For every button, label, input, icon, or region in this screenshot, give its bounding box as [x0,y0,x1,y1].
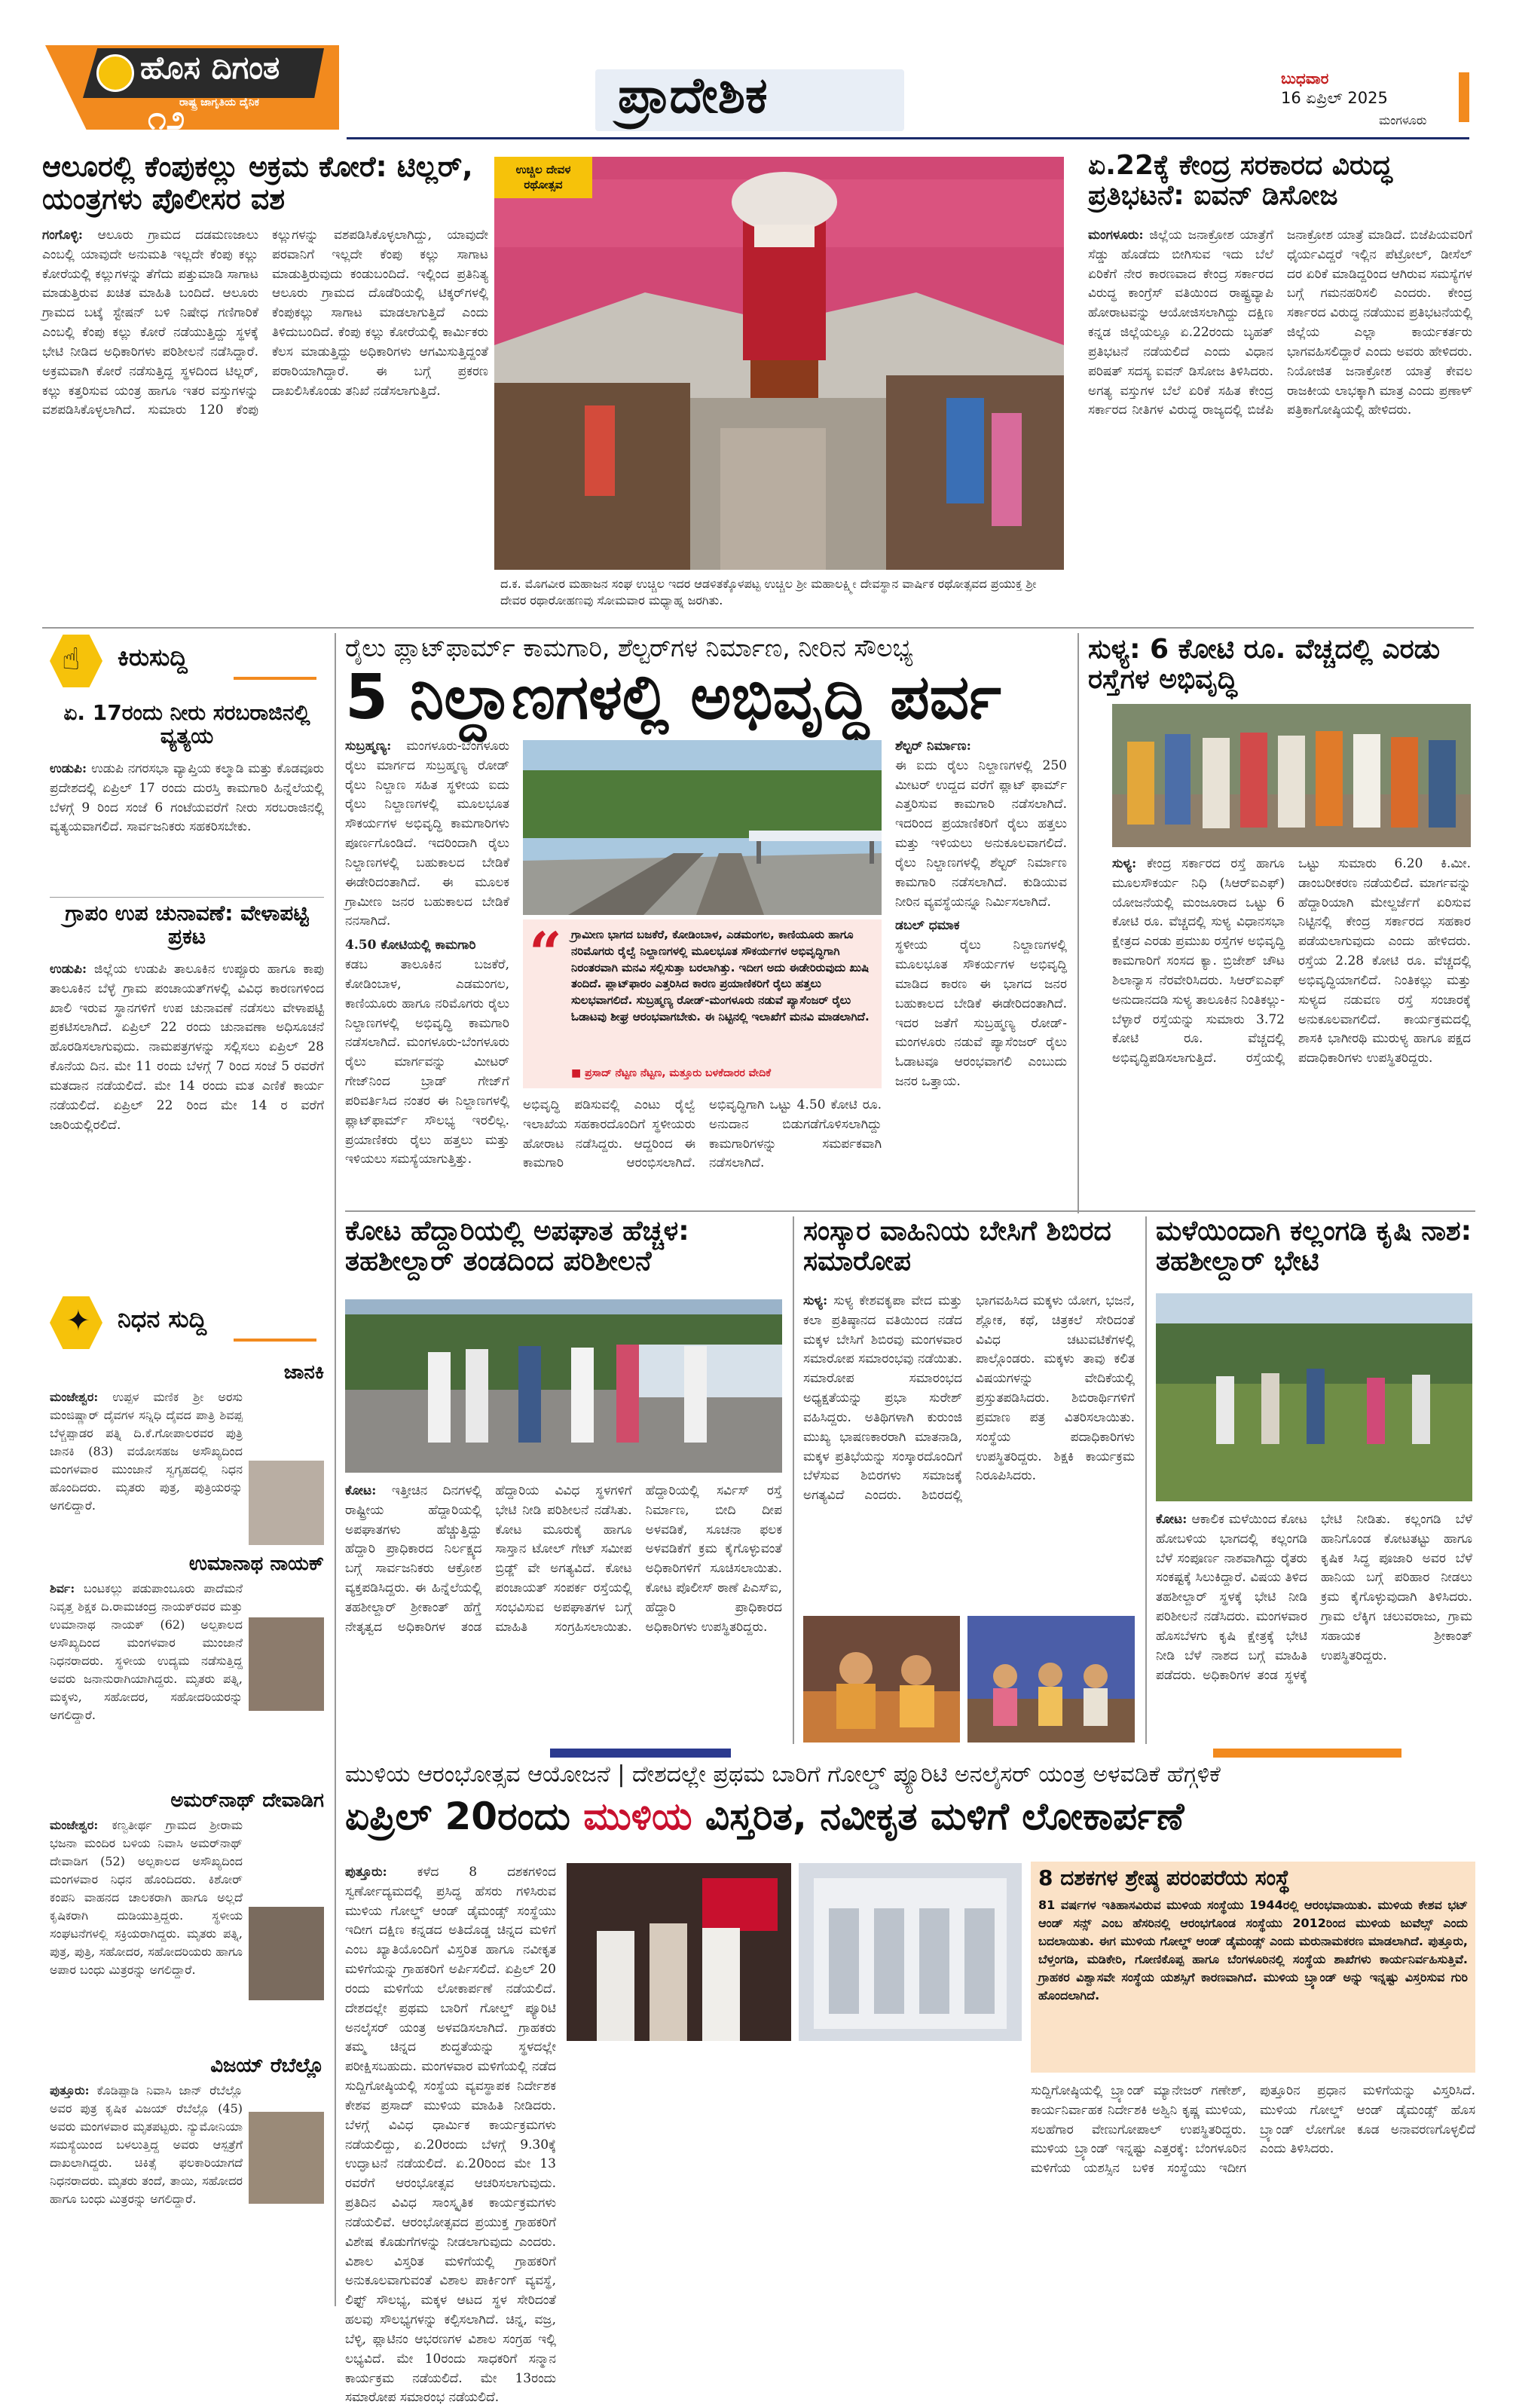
story1-dateline: ಗಂಗೊಳ್ಳಿ: [42,228,84,243]
sullia-body [1112,855,1471,1206]
muliya-col-mid [567,2050,1022,2306]
kota-headline: ಕೋಟ ಹೆದ್ದಾರಿಯಲ್ಲಿ ಅಪಘಾತ ಹೆಚ್ಚಳ: ತಹಶೀಲ್ದಾರ್ ತಂಡದಿಂದ ಪರಿಶೀಲನೆ [345,1216,689,1277]
samskara-photo-left-image [803,1616,960,1743]
obit-4-text [50,2082,324,2306]
male-photo [1156,1293,1472,1501]
lead-body-mid: ಅಭಿವೃದ್ಧಿ ಪಡಿಸುವಲ್ಲಿ ಎಂಟು ರೈಲ್ವೆ ಇಲಾಖೆಯ ಸಹಕಾರದೊಂದಿಗೆ ಸ್ಥಳೀಯರು ಹೋರಾಟ ನಡೆಸಿದ್ದರು. ಆದ್ದರಿಂದ ಈ ಕಾಮಗಾರಿ ಆರಂಭಿಸಲಾಗಿದೆ. ಅಭಿವೃದ್ಧಿಗಾಗಿ ಒಟ್ಟು 4.50 ಕೋಟಿ ರೂ. ಅನುದಾನ ಬಿಡುಗಡೆಗೊಳಿಸಲಾಗಿದ್ದು ಕಾಮಗಾರಿಗಳನ್ನು ಸಮರ್ಪಕವಾಗಿ ನಡೆಸಲಾಗಿದೆ. [523,1097,882,1171]
edition: ಮಂಗಳೂರು [1379,113,1427,127]
lead-subhead3: ಡಬಲ್ ಧಮಾಕ [895,918,960,934]
lead-subhead1: 4.50 ಕೋಟಿಯಲ್ಲಿ ಕಾಮಗಾರಿ [345,938,476,953]
sullia-photo-image [1112,704,1471,847]
obit-2-photo [249,1617,324,1711]
muliya-kicker: ಮುಳಿಯ ಆರಂಭೋತ್ಸವ ಆಯೋಜನೆ | ದೇಶದಲ್ಲೇ ಪ್ರಥಮ ಬಾರಿಗೆ ಗೋಲ್ಡ್ ಪ್ಯೂರಿಟಿ ಅನಲೈಸರ್ ಯಂತ್ರ ಅಳವಡಿಕೆ ಹೆಗ್ಗಳಿಕೆ [345,1761,1221,1788]
lead-quote-box [523,919,882,1088]
lead-quote-attrib-text: ಪ್ರಸಾದ್ ನೆಟ್ಟಣ ನೆಟ್ಟಣ, ಮತ್ತೂರು ಬಳಕೆದಾರರ ವೇದಿಕೆ [585,1067,772,1079]
muliya-band-orange [1213,1749,1401,1758]
lead-body-left2: ಕಡಬ ತಾಲೂಕಿನ ಬಜಕೆರೆ, ಕೋಡಿಂಬಾಳ, ಎಡಮಂಗಲ, ಕಾಣಿಯೂರು ಹಾಗೂ ನರಿಮೊಗರು ರೈಲು ನಿಲ್ದಾಣಗಳಲ್ಲಿ ಅಭಿವೃದ್ಧಿ ಕಾಮಗಾರಿ ನಡೆಸಲಾಗಿದೆ. ಮಂಗಳೂರು-ಬೆಂಗಳೂರು ರೈಲು ಮಾರ್ಗವನ್ನು ಮೀಟರ್ ಗೇಜ್‌ನಿಂದ ಬ್ರಾಡ್ ಗೇಜ್‌ಗೆ ಪರಿವರ್ತಿಸಿದ ನಂತರ ಈ ನಿಲ್ದಾಣಗಳಲ್ಲಿ ಪ್ಲಾಟ್‌ಫಾರ್ಮ್ ಸೌಲಭ್ಯ ಇರಲಿಲ್ಲ. ಪ್ರಯಾಣಿಕರು ರೈಲು ಹತ್ತಲು ಮತ್ತು ಇಳಿಯಲು ಸಮಸ್ಯೆಯಾಗುತ್ತಿತ್ತು. [345,957,509,1167]
lead-subhead2: ಶೆಲ್ಟರ್ ನಿರ್ಮಾಣ: [895,739,971,754]
story2-body [1088,226,1472,613]
utsava-photo [494,157,1064,570]
row3-rule-2 [1145,1216,1147,1744]
kirusuddi-item1-headline: ಏ. 17ರಂದು ನೀರು ಸರಬರಾಜಿನಲ್ಲಿ ವ್ಯತ್ಯಯ [63,700,310,749]
obit-2-text [50,1580,324,1785]
obit-1-name: ಜಾನಕಿ [283,1361,324,1384]
muliya-box [1031,1862,1475,2073]
obit-1-text [50,1388,324,1548]
lead-headline: 5 ನಿಲ್ದಾಣಗಳಲ್ಲಿ ಅಭಿವೃದ್ಧಿ ಪರ್ವ [345,662,1001,733]
obit-4-name: ವಿಜಯ್ ರೆಬೆಲ್ಲೊ [210,2055,324,2077]
kota-body [345,1482,782,1743]
samskara-photo-left [803,1616,960,1743]
kota-photo [345,1299,782,1473]
lead-quote-attrib [571,1067,874,1079]
samskara-headline: ಸಂಸ್ಕಾರ ವಾಹಿನಿಯ ಬೇಸಿಗೆ ಶಿಬಿರದ ಸಮಾರೋಪ [803,1216,1111,1277]
utsava-photo-image [494,157,1064,570]
story2-dateline: ಮಂಗಳೂರು: [1088,228,1144,243]
logo-icon [96,54,134,92]
samskara-text: ಸುಳ್ಯ ಕೇಶವಕೃಪಾ ವೇದ ಮತ್ತು ಕಲಾ ಪ್ರತಿಷ್ಠಾನದ ವತಿಯಿಂದ ನಡೆದ ಮಕ್ಕಳ ಬೇಸಿಗೆ ಶಿಬಿರವು ಮಂಗಳವಾರ ಸಮಾರೋಪ ಸಮಾರಂಭವು ನಡೆಯಿತು. ಸಮಾರೋಪ ಸಮಾರಂಭದ ಅಧ್ಯಕ್ಷತೆಯನ್ನು ಪ್ರಭಾ ಸುರೇಶ್ ವಹಿಸಿದ್ದರು. ಅತಿಥಿಗಳಾಗಿ ಕುರುಂಜಿ ಮುಖ್ಯ ಭಾಷಣಕಾರರಾಗಿ ಮಾತನಾಡಿ, ಮಕ್ಕಳ ಪ್ರತಿಭೆಯನ್ನು ಸಂಸ್ಕಾರದೊಂದಿಗೆ ಬೆಳೆಸುವ ಶಿಬಿರಗಳು ಸಮಾಜಕ್ಕೆ ಅಗತ್ಯವಿದೆ ಎಂದರು. ಶಿಬಿರದಲ್ಲಿ ಭಾಗವಹಿಸಿದ ಮಕ್ಕಳು ಯೋಗ, ಭಜನೆ, ಶ್ಲೋಕ, ಕಥೆ, ಚಿತ್ರಕಲೆ ಸೇರಿದಂತೆ ವಿವಿಧ ಚಟುವಟಿಕೆಗಳಲ್ಲಿ ಪಾಲ್ಗೊಂಡರು. ಮಕ್ಕಳು ತಾವು ಕಲಿತ ವಿಷಯಗಳನ್ನು ವೇದಿಕೆಯಲ್ಲಿ ಪ್ರಸ್ತುತಪಡಿಸಿದರು. ಶಿಬಿರಾರ್ಥಿಗಳಿಗೆ ಪ್ರಮಾಣ ಪತ್ರ ವಿತರಿಸಲಾಯಿತು. ಸಂಸ್ಥೆಯ ಪದಾಧಿಕಾರಿಗಳು ಉಪಸ್ಥಿತರಿದ್ದರು. ಶಿಕ್ಷಕಿ ಕಾರ್ಯಕ್ರಮ ನಿರೂಪಿಸಿದರು. [803,1293,1135,1504]
lead-quote: ಗ್ರಾಮೀಣ ಭಾಗದ ಬಜಕೆರೆ, ಕೋಡಿಂಬಾಳ, ಎಡಮಂಗಲ, ಕಾಣಿಯೂರು ಹಾಗೂ ನರಿಮೊಗರು ರೈಲ್ವೆ ನಿಲ್ದಾಣಗಳಲ್ಲಿ ಮೂಲಭೂತ ಸೌಕರ್ಯಗಳ ಅಭಿವೃದ್ಧಿಗಾಗಿ ನಿರಂತರವಾಗಿ ಮನವಿ ಸಲ್ಲಿಸುತ್ತಾ ಬರಲಾಗಿತ್ತು. ಇದೀಗ ಅದು ಈಡೇರಿರುವುದು ಖುಷಿ ತಂದಿದೆ. ಪ್ಲಾಟ್‌ಫಾರಂ ಎತ್ತರಿಸಿದ ಕಾರಣ ಪ್ರಯಾಣಿಕರಿಗೆ ರೈಲು ಹತ್ತಲು ಸುಲಭವಾಗಲಿದೆ. ಸುಬ್ರಹ್ಮಣ್ಯ ರೋಡ್-ಮಂಗಳೂರು ನಡುವೆ ಪ್ಯಾಸೆಂಜರ್ ರೈಲು ಓಡಾಟವು ಶೀಘ್ರ ಆರಂಭವಾಗಬೇಕು. ಈ ನಿಟ್ಟಿನಲ್ಲಿ ಇಲಾಖೆಗೆ ಮನವಿ ಮಾಡಲಾಗಿದೆ. [571,928,870,1023]
kirusuddi-item1-dateline: ಉಡುಪಿ: [50,761,87,776]
kirusuddi-accent [234,677,316,680]
kirusuddi-item2-body [50,960,324,1284]
obit-3-body: ಕಣ್ವತೀರ್ಥ ಗ್ರಾಮದ ಶ್ರೀರಾಮ ಭಜನಾ ಮಂದಿರ ಬಳಿಯ ನಿವಾಸಿ ಅಮರ್‌ನಾಥ್ ದೇವಾಡಿಗ (52) ಅಲ್ಪಕಾಲದ ಅಸೌಖ್ಯದಿಂದ ಮಂಗಳವಾರ ನಿಧನ ಹೊಂದಿದರು. ಕಿಶೋರ್ ಕಂಪನಿ ವಾಹನದ ಚಾಲಕರಾಗಿ ಹಾಗೂ ಅಲ್ಲದೆ ಕೃಷಿಕರಾಗಿ ದುಡಿಯುತ್ತಿದ್ದರು. ಸ್ಥಳೀಯ ಸಂಘಟನೆಗಳಲ್ಲಿ ಸಕ್ರಿಯರಾಗಿದ್ದರು. ಮೃತರು ಪತ್ನಿ, ಪುತ್ರ, ಪುತ್ರಿ, ಸಹೋದರ, ಸಹೋದರಿಯರು ಹಾಗೂ ಅಪಾರ ಬಂಧು ಮಿತ್ರರನ್ನು ಅಗಲಿದ್ದಾರೆ. [50,1818,243,1977]
lead-body-right: ಈ ಐದು ರೈಲು ನಿಲ್ದಾಣಗಳಲ್ಲಿ 250 ಮೀಟರ್ ಉದ್ದದ ವರೆಗೆ ಪ್ಲಾಟ್ ಫಾರ್ಮ್ ಎತ್ತರಿಸುವ ಕಾಮಗಾರಿ ನಡೆಸಲಾಗಿದೆ. ಇದರಿಂದ ಪ್ರಯಾಣಿಕರಿಗೆ ರೈಲು ಹತ್ತಲು ಮತ್ತು ಇಳಿಯಲು ಅನುಕೂಲವಾಗಲಿದೆ. ರೈಲು ನಿಲ್ದಾಣಗಳಲ್ಲಿ ಶೆಲ್ಟರ್ ನಿರ್ಮಾಣ ಕಾಮಗಾರಿ ನಡೆಸಲಾಗಿದೆ. ಕುಡಿಯುವ ನೀರಿನ ವ್ಯವಸ್ಥೆಯನ್ನೂ ನಿರ್ಮಿಸಲಾಗಿದೆ. [895,757,1067,910]
nidhana-label: ನಿಧನ ಸುದ್ದಿ [118,1305,207,1333]
obit-1-body: ಉಪ್ಪಳ ಮಣಿಕ ಶ್ರೀ ಅರಸು ಮಂಜಿಷ್ಣಾರ್ ದೈವಗಳ ಸನ್ನಿಧಿ ದೈವದ ಪಾತ್ರಿ ಶಿವಪ್ಪ ಬೆಳ್ಚಪ್ಪಾಡರ ಪತ್ನಿ ದಿ.ಕೆ.ಗೋಪಾಲರವರ ಪುತ್ರಿ ಜಾನಕಿ (83) ವಯೋಸಹಜ ಅಸೌಖ್ಯದಿಂದ ಮಂಗಳವಾರ ಮುಂಜಾನೆ ಸ್ವಗೃಹದಲ್ಲಿ ನಿಧನ ಹೊಂದಿದರು. ಮೃತರು ಪುತ್ರ, ಪುತ್ರಿಯರನ್ನು ಅಗಲಿದ್ದಾರೆ. [50,1390,243,1513]
page-number: ೧೨ [148,99,185,137]
masthead-accent [1459,72,1469,122]
attrib-marker-icon: ■ [571,1067,585,1079]
obit-3-dateline: ಮಂಜೇಶ್ವರ: [50,1818,99,1832]
samskara-photo-right-image [967,1616,1135,1743]
male-text: ಆಕಾಲಿಕ ಮಳೆಯಿಂದ ಕೋಟ ಹೋಬಳಿಯ ಭಾಗದಲ್ಲಿ ಕಲ್ಲಂಗಡಿ ಬೆಳೆ ಸಂಪೂರ್ಣ ನಾಶವಾಗಿದ್ದು ರೈತರು ಸಂಕಷ್ಟಕ್ಕೆ ಸಿಲುಕಿದ್ದಾರೆ. ವಿಷಯ ತಿಳಿದ ತಹಶೀಲ್ದಾರ್ ಸ್ಥಳಕ್ಕೆ ಭೇಟಿ ನೀಡಿ ಪರಿಶೀಲನೆ ನಡೆಸಿದರು. ಮಂಗಳವಾರ ಹೊಸಬೆಳಗು ಕೃಷಿ ಕ್ಷೇತ್ರಕ್ಕೆ ಭೇಟಿ ನೀಡಿ ಬೆಳೆ ನಾಶದ ಬಗ್ಗೆ ಮಾಹಿತಿ ಪಡೆದರು. ಅಧಿಕಾರಿಗಳ ತಂಡ ಸ್ಥಳಕ್ಕೆ ಭೇಟಿ ನೀಡಿತು. ಕಲ್ಲಂಗಡಿ ಬೆಳೆ ಹಾನಿಗೊಂಡ ಕೋಟತಟ್ಟು ಹಾಗೂ ಕೃಷಿಕ ಸಿದ್ಧ ಪೂಜಾರಿ ಅವರ ಬೆಳೆ ಹಾನಿಯ ಬಗ್ಗೆ ಪರಿಹಾರ ನೀಡಲು ಕ್ರಮ ಕೈಗೊಳ್ಳುವುದಾಗಿ ತಿಳಿಸಿದರು. ಗ್ರಾಮ ಲೆಕ್ಕಿಗ ಚಲುವರಾಜು, ಗ್ರಾಮ ಸಹಾಯಕ ಶ್ರೀಕಾಂತ್ ಉಪಸ್ಥಿತರಿದ್ದರು. [1156,1512,1472,1683]
pointing-hand-icon: ☝ [62,642,81,677]
obit-2-dateline: ಶಿರ್ವ: [50,1581,75,1596]
date: 16 ಏಪ್ರಿಲ್ 2025 [1281,89,1388,107]
male-headline: ಮಳೆಯಿಂದಾಗಿ ಕಲ್ಲಂಗಡಿ ಕೃಷಿ ನಾಶ: ತಹಶೀಲ್ದಾರ್ ಭೇಟಿ [1156,1216,1472,1277]
nidhana-label-box [45,1293,324,1352]
obit-3-name: ಅಮರ್‌ನಾಥ್ ದೇವಾಡಿಗ [170,1789,324,1812]
male-body [1156,1510,1472,1743]
muliya-box-body: 81 ವರ್ಷಗಳ ಇತಿಹಾಸವಿರುವ ಮುಳಿಯ ಸಂಸ್ಥೆಯು 1944ರಲ್ಲಿ ಆರಂಭವಾಯಿತು. ಮುಳಿಯ ಕೇಶವ ಭಟ್ ಆಂಡ್ ಸನ್ಸ್ ಎಂಬ ಹೆಸರಿನಲ್ಲಿ ಆರಂಭಗೊಂಡ ಸಂಸ್ಥೆಯು 2012ರಿಂದ ಮುಳಿಯ ಜುವೆಲ್ಸ್ ಎಂದು ಬದಲಾಯಿತು. ಈಗ ಮುಳಿಯ ಗೋಲ್ಡ್ ಆಂಡ್ ಡೈಮಂಡ್ಸ್ ಎಂದು ಮರುನಾಮಕರಣ ಮಾಡಲಾಗಿದೆ. ಪುತ್ತೂರು, ಬೆಳ್ತಂಗಡಿ, ಮಡಿಕೇರಿ, ಗೋಣಿಕೊಪ್ಪ ಹಾಗೂ ಬೆಂಗಳೂರಿನಲ್ಲಿ ಸಂಸ್ಥೆಯ ಶಾಖೆಗಳು ಕಾರ್ಯನಿರ್ವಹಿಸುತ್ತಿವೆ. ಗ್ರಾಹಕರ ವಿಶ್ವಾಸವೇ ಸಂಸ್ಥೆಯ ಯಶಸ್ಸಿಗೆ ಕಾರಣವಾಗಿದೆ. ಮುಳಿಯ ಬ್ರ್ಯಾಂಡ್ ಅನ್ನು ಇನ್ನಷ್ಟು ವಿಸ್ತರಿಸುವ ಗುರಿ ಹೊಂದಲಾಗಿದೆ. [1038,1898,1468,2003]
row1-bottom-rule [42,627,1474,629]
muliya-band-blue [550,1749,731,1758]
date-day: ಬುಧವಾರ [1281,69,1329,87]
sullia-photo [1112,704,1471,847]
station-photo [523,740,882,915]
obit-4-dateline: ಪುತ್ತೂರು: [50,2083,90,2097]
lead-body-right2: ಸ್ಥಳೀಯ ರೈಲು ನಿಲ್ದಾಣಗಳಲ್ಲಿ ಮೂಲಭೂತ ಸೌಕರ್ಯಗಳ ಅಭಿವೃದ್ಧಿ ಮಾಡಿದ ಕಾರಣ ಈ ಭಾಗದ ಜನರ ಬಹುಕಾಲದ ಬೇಡಿಕೆ ಈಡೇರಿದಂತಾಗಿದೆ. ಇದರ ಜತೆಗೆ ಸುಬ್ರಹ್ಮಣ್ಯ ರೋಡ್-ಮಂಗಳೂರು ನಡುವೆ ಪ್ಯಾಸೆಂಜರ್ ರೈಲು ಓಡಾಟವೂ ಆರಂಭವಾಗಲಿ ಎಂಬುದು ಜನರ ಒತ್ತಾಯ. [895,938,1067,1090]
male-photo-image [1156,1293,1472,1501]
samskara-photo-right [967,1616,1135,1743]
samskara-dateline: ಸುಳ್ಯ: [803,1293,828,1308]
kirusuddi-item2-text: ಜಿಲ್ಲೆಯ ಉಡುಪಿ ತಾಲೂಕಿನ ಉಪ್ಪೂರು ಹಾಗೂ ಕಾಪು ತಾಲೂಕಿನ ಬೆಳ್ಳೆ ಗ್ರಾಮ ಪಂಚಾಯತ್‌ಗಳಲ್ಲಿ ವಿವಿಧ ಕಾರಣಗಳಿಂದ ಖಾಲಿ ಇರುವ ಸ್ಥಾನಗಳಿಗೆ ಉಪ ಚುನಾವಣೆ ನಡೆಸಲು ವೇಳಾಪಟ್ಟಿ ಪ್ರಕಟಿಸಲಾಗಿದೆ. ಏಪ್ರಿಲ್ 22 ರಂದು ಚುನಾವಣಾ ಅಧಿಸೂಚನೆ ಹೊರಡಿಸಲಾಗುವುದು. ನಾಮಪತ್ರಗಳನ್ನು ಸಲ್ಲಿಸಲು ಏಪ್ರಿಲ್ 28 ಕೊನೆಯ ದಿನ. ಮೇ 11 ರಂದು ಬೆಳಗ್ಗೆ 7 ರಿಂದ ಸಂಜೆ 5 ರವರೆಗೆ ಮತದಾನ ನಡೆಯಲಿದೆ. ಮೇ 14 ರಂದು ಮತ ಎಣಿಕೆ ಕಾರ್ಯ ನಡೆಯಲಿದೆ. ಏಪ್ರಿಲ್ 22 ರಿಂದ ಮೇ 14 ರ ವರೆಗೆ ಜಾರಿಯಲ್ಲಿರಲಿದೆ. [50,962,325,1133]
kirusuddi-divider [50,897,324,898]
muliya-text: ಕಳೆದ 8 ದಶಕಗಳಿಂದ ಸ್ವರ್ಣೋದ್ಯಮದಲ್ಲಿ ಪ್ರಸಿದ್ಧ ಹೆಸರು ಗಳಿಸಿರುವ ಮುಳಿಯ ಗೋಲ್ಡ್ ಆಂಡ್ ಡೈಮಂಡ್ಸ್ ಸಂಸ್ಥೆಯು ಇದೀಗ ದಕ್ಷಿಣ ಕನ್ನಡದ ಅತಿದೊಡ್ಡ ಚಿನ್ನದ ಮಳಿಗೆ ಎಂಬ ಖ್ಯಾತಿಯೊಂದಿಗೆ ವಿಸ್ತರಿತ ಹಾಗೂ ನವೀಕೃತ ಮಳಿಗೆಯನ್ನು ಗ್ರಾಹಕರಿಗೆ ಅರ್ಪಿಸಲಿದೆ. ಏಪ್ರಿಲ್ 20 ರಂದು ಮಳಿಗೆಯ ಲೋಕಾರ್ಪಣೆ ನಡೆಯಲಿದೆ. ದೇಶದಲ್ಲೇ ಪ್ರಥಮ ಬಾರಿಗೆ ಗೋಲ್ಡ್ ಪ್ಯೂರಿಟಿ ಅನಲೈಸರ್ ಯಂತ್ರ ಅಳವಡಿಸಲಾಗಿದೆ. ಗ್ರಾಹಕರು ತಮ್ಮ ಚಿನ್ನದ ಶುದ್ಧತೆಯನ್ನು ಸ್ಥಳದಲ್ಲೇ ಪರೀಕ್ಷಿಸಬಹುದು. ಮಂಗಳವಾರ ಮಳಿಗೆಯಲ್ಲಿ ನಡೆದ ಸುದ್ದಿಗೋಷ್ಠಿಯಲ್ಲಿ ಸಂಸ್ಥೆಯ ವ್ಯವಸ್ಥಾಪಕ ನಿರ್ದೇಶಕ ಕೇಶವ ಪ್ರಸಾದ್ ಮುಳಿಯ ಮಾಹಿತಿ ನೀಡಿದರು. ಬೆಳಗ್ಗೆ ವಿವಿಧ ಧಾರ್ಮಿಕ ಕಾರ್ಯಕ್ರಮಗಳು ನಡೆಯಲಿದ್ದು, ಏ.20ರಂದು ಬೆಳಗ್ಗೆ 9.30ಕ್ಕೆ ಉದ್ಘಾಟನೆ ನಡೆಯಲಿದೆ. ಏ.20ರಿಂದ ಮೇ 13 ರವರೆಗೆ ಆರಂಭೋತ್ಸವ ಆಚರಿಸಲಾಗುವುದು. ಪ್ರತಿದಿನ ವಿವಿಧ ಸಾಂಸ್ಕೃತಿಕ ಕಾರ್ಯಕ್ರಮಗಳು ನಡೆಯಲಿವೆ. ಆರಂಭೋತ್ಸವದ ಪ್ರಯುಕ್ತ ಗ್ರಾಹಕರಿಗೆ ವಿಶೇಷ ಕೊಡುಗೆಗಳನ್ನು ನೀಡಲಾಗುವುದು ಎಂದರು. ವಿಶಾಲ ವಿಸ್ತರಿತ ಮಳಿಗೆಯಲ್ಲಿ ಗ್ರಾಹಕರಿಗೆ ಅನುಕೂಲವಾಗುವಂತೆ ವಿಶಾಲ ಪಾರ್ಕಿಂಗ್ ವ್ಯವಸ್ಥೆ, ಲಿಫ್ಟ್ ಸೌಲಭ್ಯ, ಮಕ್ಕಳ ಆಟದ ಸ್ಥಳ ಸೇರಿದಂತೆ ಹಲವು ಸೌಲಭ್ಯಗಳನ್ನು ಕಲ್ಪಿಸಲಾಗಿದೆ. ಚಿನ್ನ, ವಜ್ರ, ಬೆಳ್ಳಿ, ಪ್ಲಾಟಿನಂ ಆಭರಣಗಳ ವಿಶಾಲ ಸಂಗ್ರಹ ಇಲ್ಲಿ ಲಭ್ಯವಿದೆ. ಮೇ 10ರಂದು ಸಾಧಕರಿಗೆ ಸನ್ಮಾನ ಕಾರ್ಯಕ್ರಮ ನಡೆಯಲಿದೆ. ಮೇ 13ರಂದು ಸಮಾರೋಪ ಸಮಾರಂಭ ನಡೆಯಲಿದೆ. [345,1865,557,2406]
story1-headline: ಆಲೂರಲ್ಲಿ ಕೆಂಪುಕಲ್ಲು ಅಕ್ರಮ ಕೋರೆ: ಟಿಲ್ಲರ್, ಯಂತ್ರಗಳು ಪೊಲೀಸರ ವಶ [42,150,473,216]
masthead-rule [347,137,1469,139]
row2-bottom-rule [345,1210,1475,1212]
obit-2-body: ಬಂಟಕಲ್ಲು ಪಡುಪಾಂಬೂರು ಪಾದೆಮನೆ ನಿವೃತ್ತ ಶಿಕ್ಷಕ ದಿ.ರಾಮಚಂದ್ರ ನಾಯಕ್‌ರವರ ಮತ್ತು ಉಮಾನಾಥ ನಾಯಕ್ (62) ಅಲ್ಪಕಾಲದ ಅಸೌಖ್ಯದಿಂದ ಮಂಗಳವಾರ ಮುಂಜಾನೆ ನಿಧನರಾದರು. ಸ್ಥಳೀಯ ಉದ್ಯಮ ನಡೆಸುತ್ತಿದ್ದ ಅವರು ಜನಾನುರಾಗಿಯಾಗಿದ್ದರು. ಮೃತರು ಪತ್ನಿ, ಮಕ್ಕಳು, ಸಹೋದರ, ಸಹೋದರಿಯರನ್ನು ಅಗಲಿದ್ದಾರೆ. [50,1581,243,1722]
story1-text: ಆಲೂರು ಗ್ರಾಮದ ದಡಮಣಜಾಲು ಎಂಬಲ್ಲಿ ಯಾವುದೇ ಅನುಮತಿ ಇಲ್ಲದೇ ಕೆಂಪು ಕಲ್ಲು ಕೋರೆಯಲ್ಲಿ ಕಲ್ಲುಗಳನ್ನು ತೆಗೆದು ಪತ್ತುಮಾಡಿ ಸಾಗಾಟ ಮಾಡುತ್ತಿರುವ ಖಚಿತ ಮಾಹಿತಿ ಬಂದಿದೆ. ಆಲೂರು ಗ್ರಾಮದ ಬಟ್ಕೆ ಸ್ಟೇಷನ್ ಬಳಿ ನಿಷೇಧ ಗಣಿಗಾರಿಕೆ ಎಂಬಲ್ಲಿ ಕೆಂಪು ಕಲ್ಲು ಕೋರೆ ನಡೆಯುತ್ತಿದ್ದು ಸ್ಥಳಕ್ಕೆ ಭೇಟಿ ನೀಡಿದ ಅಧಿಕಾರಿಗಳು ಪರಿಶೀಲನೆ ನಡೆಸಿದ್ದಾರೆ. ಅಕ್ರಮವಾಗಿ ಕೋರೆ ನಡೆಸುತ್ತಿದ್ದ ಸ್ಥಳದಿಂದ ಟಿಲ್ಲರ್, ಕಲ್ಲು ಕತ್ತರಿಸುವ ಯಂತ್ರ ಹಾಗೂ ಇತರ ವಸ್ತುಗಳನ್ನು ವಶಪಡಿಸಿಕೊಳ್ಳಲಾಗಿದೆ. ಸುಮಾರು 120 ಕೆಂಪು ಕಲ್ಲುಗಳನ್ನು ವಶಪಡಿಸಿಕೊಳ್ಳಲಾಗಿದ್ದು, ಯಾವುದೇ ಪರವಾನಿಗೆ ಇಲ್ಲದೇ ಕೆಂಪು ಕಲ್ಲು ಸಾಗಾಟ ಮಾಡುತ್ತಿರುವುದು ಕಂಡುಬಂದಿದೆ. ಇಲ್ಲಿಂದ ಪ್ರತಿನಿತ್ಯ ಆಲೂರು ಗ್ರಾಮದ ದೊಡೆರಿಯಲ್ಲಿ ಟಿಕ್ಕರ್‌ಗಳಲ್ಲಿ ಕೆಂಪುಕಲ್ಲು ಸಾಗಾಟ ಮಾಡಲಾಗುತ್ತಿದೆ ಎಂದು ತಿಳಿದುಬಂದಿದೆ. ಕೆಂಪು ಕಲ್ಲು ಕೋರೆಯಲ್ಲಿ ಕಾರ್ಮಿಕರು ಕೆಲಸ ಮಾಡುತ್ತಿದ್ದು ಅಧಿಕಾರಿಗಳು ಆಗಮಿಸುತ್ತಿದ್ದಂತೆ ಪರಾರಿಯಾಗಿದ್ದಾರೆ. ಈ ಬಗ್ಗೆ ಪ್ರಕರಣ ದಾಖಲಿಸಿಕೊಂಡು ತನಿಖೆ ನಡೆಸಲಾಗುತ್ತಿದೆ. [42,228,488,418]
kirusuddi-item2-dateline: ಉಡುಪಿ: [50,962,87,977]
muliya-right-text: ಸುದ್ದಿಗೋಷ್ಠಿಯಲ್ಲಿ ಬ್ರ್ಯಾಂಡ್ ಮ್ಯಾನೇಜರ್ ಗಣೇಶ್, ಕಾರ್ಯನಿರ್ವಾಹಕ ನಿರ್ದೇಶಕಿ ಅಶ್ವಿನಿ ಕೃಷ್ಣ ಮುಳಿಯ, ಸಲಹೆಗಾರ ವೇಣುಗೋಪಾಲ್ ಉಪಸ್ಥಿತರಿದ್ದರು. ಮುಳಿಯ ಬ್ರ್ಯಾಂಡ್ ಇನ್ನಷ್ಟು ಎತ್ತರಕ್ಕೆ: ಬೆಂಗಳೂರಿನ ಮಳಿಗೆಯ ಯಶಸ್ಸಿನ ಬಳಿಕ ಸಂಸ್ಥೆಯು ಇದೀಗ ಪುತ್ತೂರಿನ ಪ್ರಧಾನ ಮಳಿಗೆಯನ್ನು ವಿಸ್ತರಿಸಿದೆ. ಮುಳಿಯ ಗೋಲ್ಡ್ ಆಂಡ್ ಡೈಮಂಡ್ಸ್ ಹೊಸ ಬ್ರ್ಯಾಂಡ್ ಲೋಗೋ ಕೂಡ ಅನಾವರಣಗೊಳ್ಳಲಿದೆ ಎಂದು ತಿಳಿಸಿದರು. [1031,2083,1475,2177]
masthead-logo: ಹೊಸ ದಿಗಂತ [140,49,280,86]
section-title: ಪ್ರಾದೇಶಿಕ [618,66,768,124]
muliya-photo-1-image [567,1863,791,2041]
kota-dateline: ಕೋಟ: [345,1483,377,1498]
muliya-photo-1 [567,1863,791,2041]
obit-1-dateline: ಮಂಜೇಶ್ವರ: [50,1390,99,1404]
muliya-headline-brand: ಮುಳಿಯ [583,1795,692,1838]
muliya-headline-post: ವಿಸ್ತರಿತ, ನವೀಕೃತ ಮಳಿಗೆ ಲೋಕಾರ್ಪಣೆ [692,1795,1184,1838]
nidhana-accent [234,1339,316,1342]
sullia-dateline: ಸುಳ್ಯ: [1112,856,1137,871]
kirusuddi-item1-body [50,760,324,889]
obit-2-name: ಉಮಾನಾಥ ನಾಯಕ್ [188,1553,324,1575]
kirusuddi-label-box [45,632,324,690]
quote-icon: “ [529,919,562,987]
story2-headline: ಏ.22ಕ್ಕೆ ಕೇಂದ್ರ ಸರಕಾರದ ವಿರುದ್ಧ ಪ್ರತಿಭಟನೆ: ಐವನ್ ಡಿಸೋಜ [1088,150,1392,212]
muliya-dateline: ಪುತ್ತೂರು: [345,1865,387,1880]
lead-col-mid-body [523,1096,882,1204]
masthead [0,0,1513,151]
utsava-photo-tag: ಉಚ್ಚಿಲ ದೇವಳ ರಥೋತ್ಸವ [494,157,592,198]
muliya-col1 [345,1863,557,2406]
muliya-right [1031,2082,1475,2306]
story2-text: ಜಿಲ್ಲೆಯ ಜನಾಕ್ರೋಶ ಯಾತ್ರೆಗೆ ಸೆಡ್ಡು ಹೊಡೆದು ಬೀಗಿಸುವ ಇದು ಬೆಲೆ ಏರಿಕೆಗೆ ನೇರ ಕಾರಣವಾದ ಕೇಂದ್ರ ಸರ್ಕಾರದ ವಿರುದ್ಧ ಕಾಂಗ್ರೆಸ್ ವತಿಯಿಂದ ರಾಷ್ಟ್ರವ್ಯಾಪಿ ಹೋರಾಟವನ್ನು ಆಯೋಜಿಸಲಾಗಿದ್ದು ದಕ್ಷಿಣ ಕನ್ನಡ ಜಿಲ್ಲೆಯಲ್ಲೂ ಏ.22ರಂದು ಬೃಹತ್ ಪ್ರತಿಭಟನೆ ನಡೆಯಲಿದೆ ಎಂದು ವಿಧಾನ ಪರಿಷತ್ ಸದಸ್ಯ ಐವನ್ ಡಿಸೋಜ ತಿಳಿಸಿದರು. ಅಗತ್ಯ ವಸ್ತುಗಳ ಬೆಲೆ ಏರಿಕೆ ಸಹಿತ ಕೇಂದ್ರ ಸರ್ಕಾರದ ನೀತಿಗಳ ವಿರುದ್ಧ ರಾಜ್ಯದಲ್ಲಿ ಬಿಜೆಪಿ ಜನಾಕ್ರೋಶ ಯಾತ್ರೆ ಮಾಡಿದೆ. ಬಿಜೆಪಿಯವರಿಗೆ ಧೈರ್ಯವಿದ್ದರೆ ಇಲ್ಲಿನ ಪೆಟ್ರೋಲ್, ಡೀಸೆಲ್ ದರ ಏರಿಕೆ ಮಾಡಿದ್ದರಿಂದ ಆಗಿರುವ ಸಮಸ್ಯೆಗಳ ಬಗ್ಗೆ ಗಮನಹರಿಸಲಿ ಎಂದರು. ಕೇಂದ್ರ ಸರ್ಕಾರದ ವಿರುದ್ಧ ನಡೆಯುವ ಪ್ರತಿಭಟನೆಯಲ್ಲಿ ಜಿಲ್ಲೆಯ ಎಲ್ಲಾ ಕಾರ್ಯಕರ್ತರು ಭಾಗವಹಿಸಲಿದ್ದಾರೆ ಎಂದು ಅವರು ಹೇಳಿದರು. ನಿಯೋಜಿತ ಜನಾಕ್ರೋಶ ಯಾತ್ರೆ ಕೇವಲ ರಾಜಕೀಯ ಲಾಭಕ್ಕಾಗಿ ಮಾತ್ರ ಎಂದು ಪ್ರಣಾಳ್ ಪತ್ರಿಕಾಗೋಷ್ಠಿಯಲ್ಲಿ ಹೇಳಿದರು. [1088,228,1472,418]
sidebar-rule [335,633,336,2306]
lead-col1 [345,737,509,1204]
obit-1-photo [249,1461,324,1545]
sullia-text: ಕೇಂದ್ರ ಸರ್ಕಾರದ ರಸ್ತೆ ಹಾಗೂ ಮೂಲಸೌಕರ್ಯ ನಿಧಿ (ಸಿಆರ್‌ಐಎಫ್) ಯೋಜನೆಯಲ್ಲಿ ಮಂಜೂರಾದ ಒಟ್ಟು 6 ಕೋಟಿ ರೂ. ವೆಚ್ಚದಲ್ಲಿ ಸುಳ್ಯ ವಿಧಾನಸಭಾ ಕ್ಷೇತ್ರದ ಎರಡು ಪ್ರಮುಖ ರಸ್ತೆಗಳ ಅಭಿವೃದ್ಧಿ ಕಾಮಗಾರಿಗೆ ಸಂಸದ ಕ್ಯಾ. ಬ್ರಿಜೇಶ್ ಚೌಟ ಶಿಲಾನ್ಯಾಸ ನೆರವೇರಿಸಿದರು. ಸಿಆರ್‌ಐಎಫ್ ಅನುದಾನದಡಿ ಸುಳ್ಯ ತಾಲೂಕಿನ ನಿಂತಿಕಲ್ಲು-ಬೆಳ್ಳಾರೆ ರಸ್ತೆಯನ್ನು ಸುಮಾರು 3.72 ಕೋಟಿ ರೂ. ವೆಚ್ಚದಲ್ಲಿ ಅಭಿವೃದ್ಧಿಪಡಿಸಲಾಗುತ್ತಿದೆ. ರಸ್ತೆಯಲ್ಲಿ ಒಟ್ಟು ಸುಮಾರು 6.20 ಕಿ.ಮೀ. ಡಾಂಬರೀಕರಣ ನಡೆಯಲಿದೆ. ಮಾರ್ಗವನ್ನು ಹೆದ್ದಾರಿಯಾಗಿ ಮೇಲ್ದರ್ಜೆಗೆ ಏರಿಸುವ ನಿಟ್ಟಿನಲ್ಲಿ ಕೇಂದ್ರ ಸರ್ಕಾರದ ಸಹಕಾರ ಪಡೆಯಲಾಗುವುದು ಎಂದು ಹೇಳಿದರು. ರಸ್ತೆಯ 2.28 ಕೋಟಿ ರೂ. ವೆಚ್ಚದಲ್ಲಿ ಅಭಿವೃದ್ಧಿಯಾಗಲಿದೆ. ನಿಂತಿಕಲ್ಲು ಮತ್ತು ಸುಳ್ಯದ ನಡುವಣ ರಸ್ತೆ ಸಂಚಾರಕ್ಕೆ ಅನುಕೂಲವಾಗಲಿದೆ. ಕಾರ್ಯಕ್ರಮದಲ್ಲಿ ಶಾಸಕಿ ಭಾಗೀರಥಿ ಮುರುಳ್ಯ ಹಾಗೂ ಪಕ್ಷದ ಪದಾಧಿಕಾರಿಗಳು ಉಪಸ್ಥಿತರಿದ್ದರು. [1112,856,1471,1066]
utsava-photo-caption: ದ.ಕ. ಮೊಗವೀರ ಮಹಾಜನ ಸಂಘ ಉಚ್ಚಿಲ ಇದರ ಆಡಳಿತಕ್ಕೊಳಪಟ್ಟ ಉಚ್ಚಿಲ ಶ್ರೀ ಮಹಾಲಕ್ಷ್ಮೀ ದೇವಸ್ಥಾನ ವಾರ್ಷಿಕ ರಥೋತ್ಸವದ ಪ್ರಯುಕ್ತ ಶ್ರೀ ದೇವರ ರಥಾರೋಹಣವು ಸೋಮವಾರ ಮಧ್ಯಾಹ್ನ ಜರಗಿತು. [500,577,1037,608]
muliya-box-headline: 8 ದಶಕಗಳ ಶ್ರೇಷ್ಠ ಪರಂಪರೆಯ ಸಂಸ್ಥೆ [1038,1865,1290,1890]
obit-4-photo [249,2112,324,2204]
lead-dateline: ಸುಬ್ರಹ್ಮಣ್ಯ: [345,739,392,754]
kirusuddi-item2-headline: ಗ್ರಾಪಂ ಉಪ ಚುನಾವಣೆ: ವೇಳಾಪಟ್ಟಿ ಪ್ರಕಟ [65,901,309,950]
station-photo-image [523,740,882,915]
sullia-headline: ಸುಳ್ಯ: 6 ಕೋಟಿ ರೂ. ವೆಚ್ಚದಲ್ಲಿ ಎರಡು ರಸ್ತೆಗಳ ಅಭಿವೃದ್ಧಿ [1088,634,1441,696]
kirusuddi-item1-text: ಉಡುಪಿ ನಗರಸಭಾ ವ್ಯಾಪ್ತಿಯ ಕಲ್ಮಾಡಿ ಮತ್ತು ಕೊಡವೂರು ಪ್ರದೇಶದಲ್ಲಿ ಏಪ್ರಿಲ್ 17 ರಂದು ದುರಸ್ತಿ ಕಾಮಗಾರಿ ಹಿನ್ನೆಲೆಯಲ್ಲಿ ಬೆಳಗ್ಗೆ 9 ರಿಂದ ಸಂಜೆ 6 ಗಂಟೆಯವರೆಗೆ ನೀರು ಸರಬರಾಜಿನಲ್ಲಿ ವ್ಯತ್ಯಯವಾಗಲಿದೆ. ಸಾರ್ವಜನಿಕರು ಸಹಕರಿಸಬೇಕು. [50,761,324,835]
lead-col4 [895,737,1067,1204]
obit-3-photo [249,1907,324,2000]
lead-body-left: ಮಂಗಳೂರು-ಬೆಂಗಳೂರು ರೈಲು ಮಾರ್ಗದ ಸುಬ್ರಹ್ಮಣ್ಯ ರೋಡ್ ರೈಲು ನಿಲ್ದಾಣ ಸಹಿತ ಸ್ಥಳೀಯ ಐದು ರೈಲು ನಿಲ್ದಾಣಗಳಲ್ಲಿ ಮೂಲಭೂತ ಸೌಕರ್ಯಗಳ ಅಭಿವೃದ್ಧಿ ಕಾಮಗಾರಿಗಳು ಪೂರ್ಣಗೊಂಡಿದೆ. ಇದರಿಂದಾಗಿ ರೈಲು ನಿಲ್ದಾಣಗಳಲ್ಲಿ ಬಹುಕಾಲದ ಬೇಡಿಕೆ ಈಡೇರಿದಂತಾಗಿದೆ. ಈ ಮೂಲಕ ಗ್ರಾಮೀಣ ಜನರ ಬಹುಕಾಲದ ಬೇಡಿಕೆ ನನಸಾಗಿದೆ. [345,739,509,929]
kirusuddi-label: ಕಿರುಸುದ್ದಿ [118,643,188,672]
lead-kicker: ರೈಲು ಪ್ಲಾಟ್‌ಫಾರ್ಮ್ ಕಾಮಗಾರಿ, ಶೆಲ್ಟರ್‌ಗಳ ನಿರ್ಮಾಣ, ನೀರಿನ ಸೌಲಭ್ಯ [345,633,913,662]
masthead-tagline: ರಾಷ್ಟ್ರ ಜಾಗೃತಿಯ ದೈನಿಕ [179,96,259,109]
muliya-photo-2 [799,1863,1022,2041]
lamp-icon: ✦ [66,1304,90,1337]
obit-4-body: ಕೊಡಿಪ್ಪಾಡಿ ನಿವಾಸಿ ಜಾನ್ ರೆಬೆಲ್ಲೊ ಅವರ ಪುತ್ರ ಕೃಷಿಕ ವಿಜಯ್ ರೆಬೆಲ್ಲೊ (45) ಅವರು ಮಂಗಳವಾರ ಮೃತಪಟ್ಟರು. ನ್ಯುಮೋನಿಯಾ ಸಮಸ್ಯೆಯಿಂದ ಬಳಲುತ್ತಿದ್ದ ಅವರು ಆಸ್ಪತ್ರೆಗೆ ದಾಖಲಾಗಿದ್ದರು. ಚಿಕಿತ್ಸೆ ಫಲಕಾರಿಯಾಗದೆ ನಿಧನರಾದರು. ಮೃತರು ತಂದೆ, ತಾಯಿ, ಸಹೋದರ ಹಾಗೂ ಬಂಧು ಮಿತ್ರರನ್ನು ಅಗಲಿದ್ದಾರೆ. [50,2083,243,2206]
muliya-photo-2-image [799,1863,1022,2041]
obit-3-text [50,1816,324,2048]
muliya-headline [345,1795,1475,1837]
male-dateline: ಕೋಟ: [1156,1512,1187,1527]
row3-rule-1 [793,1216,794,1744]
story1-body [42,226,488,573]
kota-text: ಇತ್ತೀಚಿನ ದಿನಗಳಲ್ಲಿ ರಾಷ್ಟ್ರೀಯ ಹೆದ್ದಾರಿಯಲ್ಲಿ ಅಪಘಾತಗಳು ಹೆಚ್ಚುತ್ತಿದ್ದು ಹೆದ್ದಾರಿ ಪ್ರಾಧಿಕಾರದ ನಿರ್ಲಕ್ಷ್ಯದ ಬಗ್ಗೆ ಸಾರ್ವಜನಿಕರು ಆಕ್ರೋಶ ವ್ಯಕ್ತಪಡಿಸಿದ್ದರು. ಈ ಹಿನ್ನೆಲೆಯಲ್ಲಿ ತಹಶೀಲ್ದಾರ್ ಶ್ರೀಕಾಂತ್ ಹೆಗ್ಡೆ ನೇತೃತ್ವದ ಅಧಿಕಾರಿಗಳ ತಂಡ ಹೆದ್ದಾರಿಯ ವಿವಿಧ ಸ್ಥಳಗಳಿಗೆ ಭೇಟಿ ನೀಡಿ ಪರಿಶೀಲನೆ ನಡೆಸಿತು. ಕೋಟ ಮೂರುಕೈ ಹಾಗೂ ಸಾಸ್ತಾನ ಟೋಲ್ ಗೇಟ್ ಸಮೀಪ ಬ್ರಿಡ್ಜ್ ವೇ ಅಗತ್ಯವಿದೆ. ಕೋಟ ಪಂಚಾಯತ್ ಸಂಪರ್ಕ ರಸ್ತೆಯಲ್ಲಿ ಸಂಭವಿಸುವ ಅಪಘಾತಗಳ ಬಗ್ಗೆ ಮಾಹಿತಿ ಸಂಗ್ರಹಿಸಲಾಯಿತು. ಹೆದ್ದಾರಿಯಲ್ಲಿ ಸರ್ವಿಸ್ ರಸ್ತೆ ನಿರ್ಮಾಣ, ಬೀದಿ ದೀಪ ಅಳವಡಿಕೆ, ಸೂಚನಾ ಫಲಕ ಅಳವಡಿಕೆಗೆ ಕ್ರಮ ಕೈಗೊಳ್ಳುವಂತೆ ಅಧಿಕಾರಿಗಳಿಗೆ ಸೂಚಿಸಲಾಯಿತು. ಕೋಟ ಪೊಲೀಸ್ ಠಾಣೆ ಪಿಎಸ್‌ಐ, ಹೆದ್ದಾರಿ ಪ್ರಾಧಿಕಾರದ ಅಧಿಕಾರಿಗಳು ಉಪಸ್ಥಿತರಿದ್ದರು. [345,1483,782,1635]
lead-right-rule [1077,633,1079,1213]
kota-photo-image [345,1299,782,1473]
muliya-headline-pre: ಏಪ್ರಿಲ್ 20ರಂದು [345,1795,584,1838]
samskara-body [803,1292,1135,1608]
